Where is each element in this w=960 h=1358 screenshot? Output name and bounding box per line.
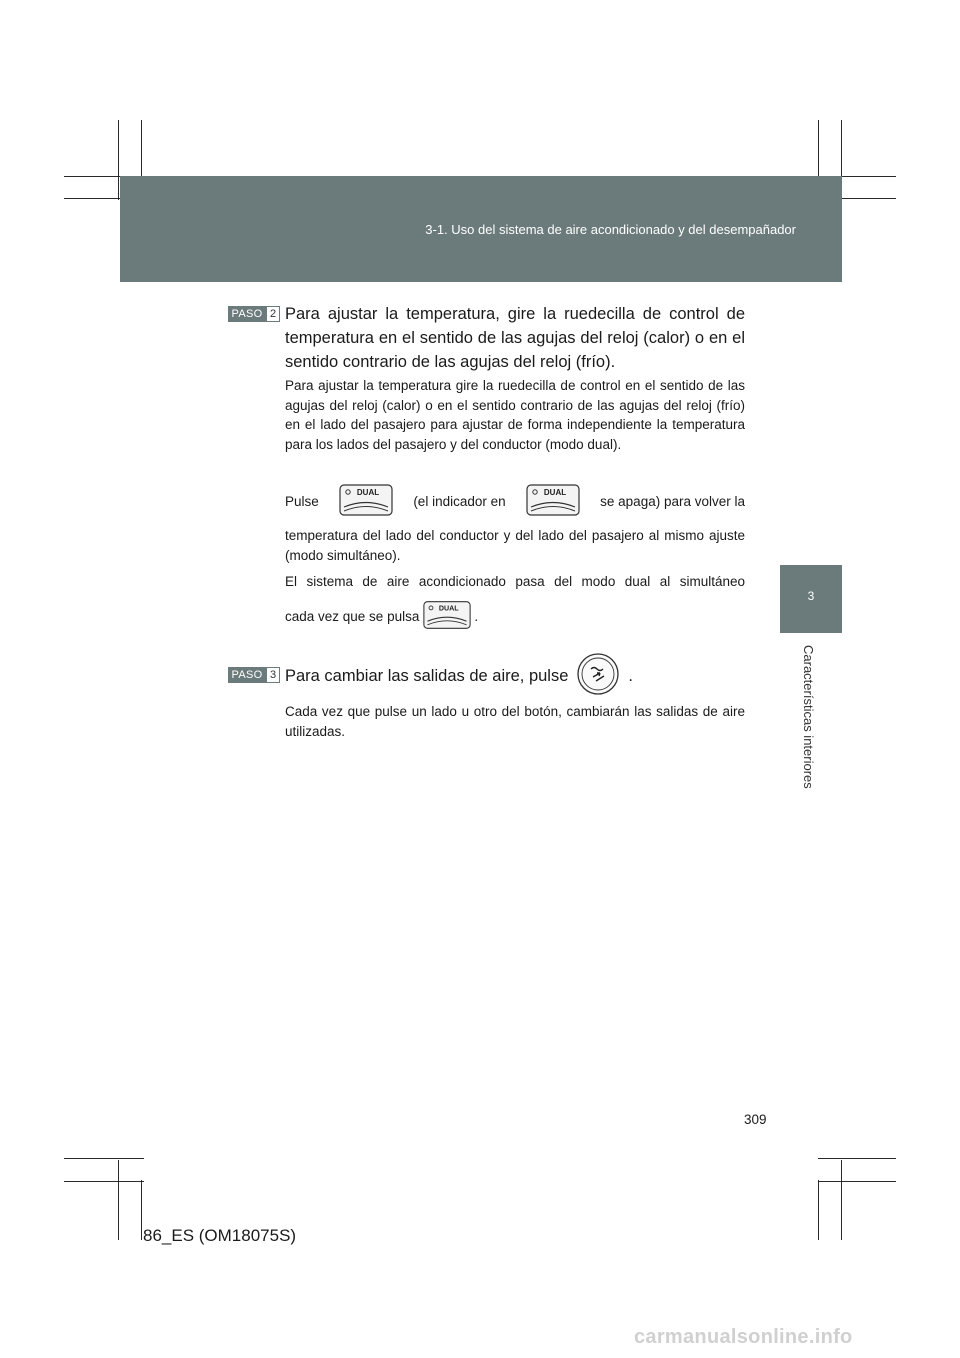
crop-mark: [64, 1158, 144, 1159]
chapter-label: Características interiores: [801, 645, 816, 789]
dual-button-icon: [339, 484, 393, 519]
dual-button-icon: [423, 600, 471, 633]
step-title-end: .: [628, 667, 633, 685]
crop-mark: [118, 120, 119, 200]
crop-mark: [64, 1181, 144, 1182]
pulse-end-text: se apaga) para volver la: [600, 494, 745, 509]
svg-text:DUAL: DUAL: [543, 488, 566, 497]
body-paragraph: Para ajustar la temperatura gire la ruedecilla de control en el sentido de las agujas del reloj (calor) o en el sentido contrario de las agujas del reloj (frío) en el lado del pasajero para ajustar de forma independiente la temperatura para los lados del pasajero y del conductor (modo dual).: [285, 378, 745, 452]
crop-mark: [141, 1180, 142, 1240]
crop-mark: [818, 1181, 896, 1182]
section-title: 3-1. Uso del sistema de aire acondicionado y del desempañador: [425, 222, 796, 237]
body-paragraph: El sistema de aire acondicionado pasa del modo dual al simultáneo: [285, 574, 745, 589]
body-text: cada vez que se pulsa: [285, 609, 420, 624]
section-header: [120, 176, 842, 282]
watermark: carmanualsonline.info: [634, 1326, 853, 1348]
svg-text:DUAL: DUAL: [439, 604, 459, 613]
crop-mark: [818, 1158, 896, 1159]
step-badge-number: 3: [266, 667, 280, 683]
svg-text:DUAL: DUAL: [356, 488, 380, 497]
step-title: [285, 652, 633, 701]
body-text: .: [474, 609, 479, 624]
step-badge: [228, 306, 280, 322]
crop-mark: [818, 1180, 819, 1240]
pulse-line-2: [285, 600, 478, 633]
chapter-tab: [780, 565, 842, 633]
dual-button-icon: [526, 484, 580, 519]
step-title-text: Para cambiar las salidas de aire, pulse: [285, 667, 569, 685]
body-paragraph: Cada vez que pulse un lado u otro del botón, cambiarán las salidas de aire utilizadas.: [285, 704, 745, 739]
pulse-mid-text: (el indicador en: [413, 494, 506, 509]
crop-mark: [841, 1160, 842, 1240]
pulse-word: Pulse: [285, 494, 319, 509]
document-code: 86_ES (OM18075S): [143, 1226, 297, 1245]
step-badge-number: 2: [266, 306, 280, 322]
air-outlet-mode-icon: [576, 652, 620, 701]
step-title: Para ajustar la temperatura, gire la ruedecilla de control de temperatura en el sentido de las agujas del reloj (calor) o en el sentido contrario de las agujas del reloj (frío).: [285, 305, 745, 371]
step-badge-label: PASO: [228, 306, 266, 322]
page-number: 309: [744, 1112, 767, 1127]
step-badge-label: PASO: [228, 667, 266, 683]
chapter-number: 3: [807, 589, 815, 603]
body-paragraph: temperatura del lado del conductor y del lado del pasajero al mismo ajuste (modo simultáneo).: [285, 528, 745, 563]
crop-mark: [118, 1160, 119, 1240]
step-badge: [228, 667, 280, 683]
pulse-line: [285, 484, 745, 519]
